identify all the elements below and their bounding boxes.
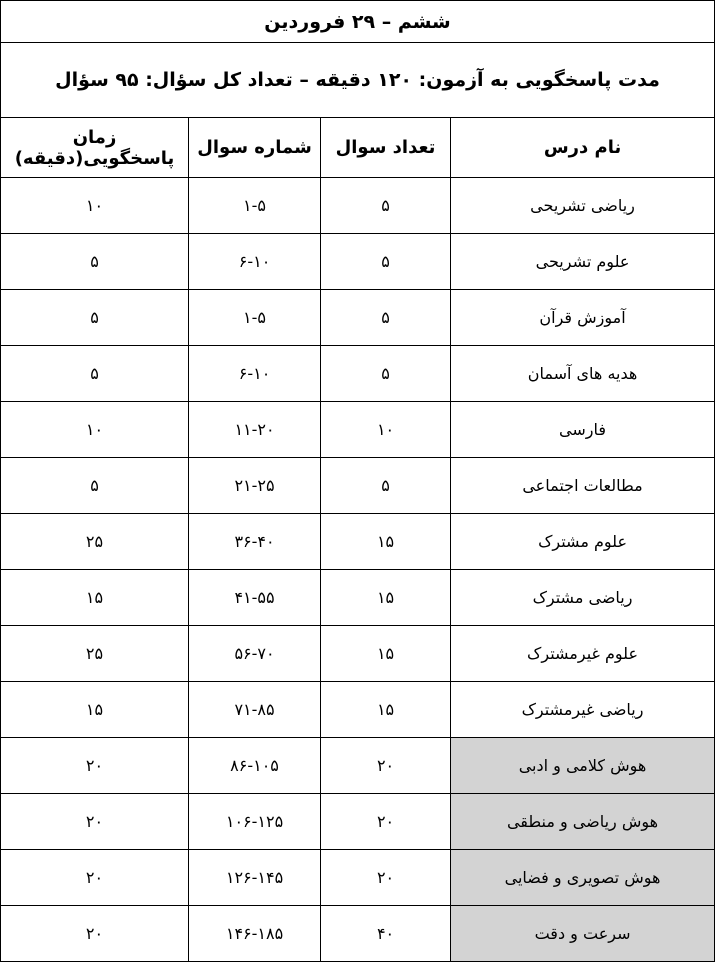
table-row	[1, 626, 715, 682]
cell-subject: ریاضی تشریحی	[451, 178, 715, 234]
cell-question-count: ۱۰	[321, 402, 451, 458]
cell-question-range: ۱۲۶-۱۴۵	[189, 850, 321, 906]
cell-subject: هوش ریاضی و منطقی	[451, 794, 715, 850]
cell-answer-time: ۱۰	[1, 178, 189, 234]
cell-question-count: ۱۵	[321, 626, 451, 682]
cell-question-range: ۱۰۶-۱۲۵	[189, 794, 321, 850]
cell-answer-time: ۵	[1, 346, 189, 402]
cell-subject: فارسی	[451, 402, 715, 458]
cell-subject: علوم تشریحی	[451, 234, 715, 290]
cell-question-range: ۴۱-۵۵	[189, 570, 321, 626]
cell-question-count: ۵	[321, 234, 451, 290]
cell-subject: هوش تصویری و فضایی	[451, 850, 715, 906]
cell-question-range: ۸۶-۱۰۵	[189, 738, 321, 794]
cell-subject: علوم مشترک	[451, 514, 715, 570]
table-row	[1, 794, 715, 850]
cell-question-count: ۴۰	[321, 906, 451, 962]
cell-subject: آموزش قرآن	[451, 290, 715, 346]
table-row	[1, 178, 715, 234]
header-question-count: تعداد سوال	[321, 118, 451, 178]
cell-answer-time: ۲۵	[1, 626, 189, 682]
table-row	[1, 290, 715, 346]
table-row	[1, 570, 715, 626]
cell-answer-time: ۱۵	[1, 570, 189, 626]
cell-answer-time: ۲۰	[1, 850, 189, 906]
cell-subject: ریاضی غیرمشترک	[451, 682, 715, 738]
table-row	[1, 514, 715, 570]
cell-question-range: ۱-۵	[189, 178, 321, 234]
cell-subject: سرعت و دقت	[451, 906, 715, 962]
exam-duration-info: مدت پاسخگویی به آزمون: ۱۲۰ دقیقه – تعداد کل سؤال: ۹۵ سؤال	[1, 43, 715, 118]
cell-question-count: ۵	[321, 178, 451, 234]
header-row	[1, 118, 715, 178]
table-row	[1, 738, 715, 794]
table-row	[1, 402, 715, 458]
header-answer-time: زمان پاسخگویی(دقیقه)	[1, 118, 189, 178]
cell-subject: هدیه های آسمان	[451, 346, 715, 402]
title-row	[1, 1, 715, 43]
cell-answer-time: ۲۰	[1, 738, 189, 794]
cell-question-range: ۶-۱۰	[189, 234, 321, 290]
cell-answer-time: ۲۰	[1, 794, 189, 850]
table-row	[1, 346, 715, 402]
table-row	[1, 234, 715, 290]
cell-question-count: ۱۵	[321, 682, 451, 738]
subtitle-row	[1, 43, 715, 118]
table-row	[1, 682, 715, 738]
cell-subject: هوش کلامی و ادبی	[451, 738, 715, 794]
cell-question-count: ۵	[321, 346, 451, 402]
cell-answer-time: ۵	[1, 290, 189, 346]
cell-question-count: ۲۰	[321, 850, 451, 906]
cell-question-count: ۱۵	[321, 514, 451, 570]
cell-answer-time: ۲۰	[1, 906, 189, 962]
table-row	[1, 458, 715, 514]
cell-answer-time: ۲۵	[1, 514, 189, 570]
header-question-range: شماره سوال	[189, 118, 321, 178]
cell-question-range: ۱-۵	[189, 290, 321, 346]
cell-answer-time: ۵	[1, 234, 189, 290]
cell-question-count: ۵	[321, 290, 451, 346]
cell-question-count: ۲۰	[321, 794, 451, 850]
cell-question-count: ۵	[321, 458, 451, 514]
cell-question-range: ۲۱-۲۵	[189, 458, 321, 514]
cell-question-range: ۵۶-۷۰	[189, 626, 321, 682]
cell-question-range: ۷۱-۸۵	[189, 682, 321, 738]
cell-question-range: ۳۶-۴۰	[189, 514, 321, 570]
cell-question-range: ۱۴۶-۱۸۵	[189, 906, 321, 962]
cell-answer-time: ۱۰	[1, 402, 189, 458]
table-row	[1, 906, 715, 962]
cell-answer-time: ۱۵	[1, 682, 189, 738]
exam-title: ششم – ۲۹ فروردین	[1, 1, 715, 43]
cell-question-count: ۱۵	[321, 570, 451, 626]
cell-question-range: ۶-۱۰	[189, 346, 321, 402]
header-subject: نام درس	[451, 118, 715, 178]
cell-subject: ریاضی مشترک	[451, 570, 715, 626]
table-row	[1, 850, 715, 906]
cell-subject: علوم غیرمشترک	[451, 626, 715, 682]
cell-question-range: ۱۱-۲۰	[189, 402, 321, 458]
cell-question-count: ۲۰	[321, 738, 451, 794]
cell-answer-time: ۵	[1, 458, 189, 514]
cell-subject: مطالعات اجتماعی	[451, 458, 715, 514]
